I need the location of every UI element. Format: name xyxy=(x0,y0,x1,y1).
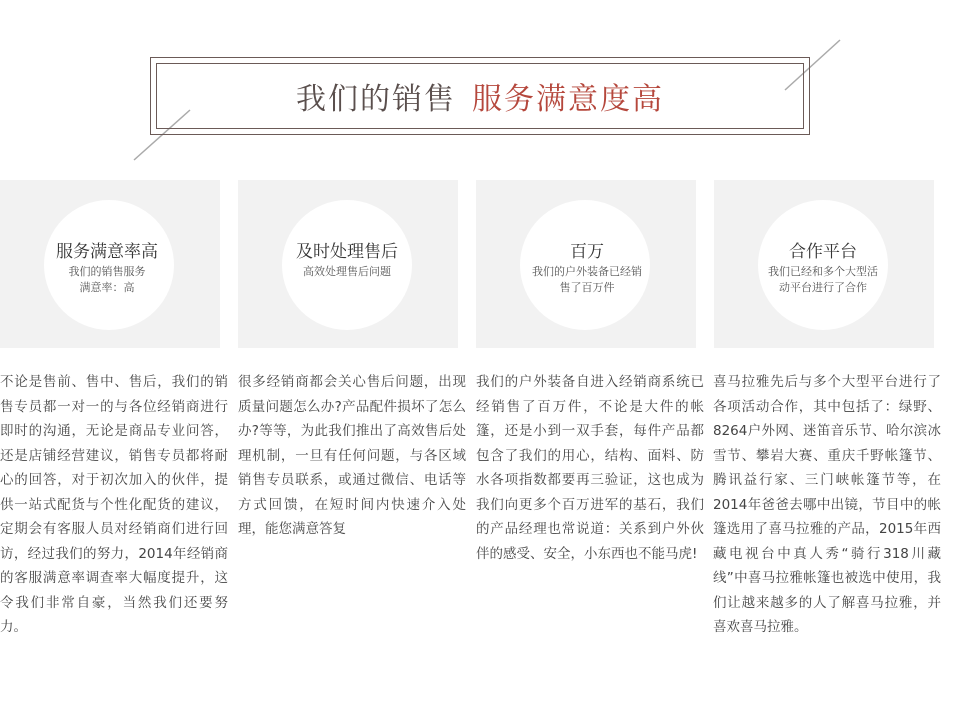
feature-card-million xyxy=(476,180,696,348)
card-subtitle-line1: 高效处理售后问题 xyxy=(303,265,391,278)
card-subtitle-line1: 我们的户外装备已经销 xyxy=(532,265,642,278)
title-part-1: 我们的销售 xyxy=(296,82,456,117)
card-title: 及时处理售后 xyxy=(296,242,398,262)
paragraph-aftersales: 很多经销商都会关心售后问题，出现质量问题怎么办?产品配件损坏了怎么办?等等，为此我们推出了高效售后处理机制，一旦有任何问题，与各区域销售专员联系，或通过微信、电话等方式回馈，在短时间内快速介入处理，能您满意答复 xyxy=(238,374,466,537)
card-title: 百万 xyxy=(570,242,604,262)
paragraph-million: 我们的户外装备自进入经销商系统已经销售了百万件，不论是大件的帐篷，还是小到一双手套，每件产品都包含了我们的用心，结构、面料、防水各项指数都要再三验证，这也成为我们向更多个百万进军的基石，我们的产品经理也常说道：关系到户外伙伴的感受、安全，小东西也不能马虎! xyxy=(476,374,704,562)
feature-card-satisfaction xyxy=(0,180,220,348)
title-part-2-highlight: 服务满意度高 xyxy=(472,82,664,117)
page-title xyxy=(156,63,804,129)
card-subtitle xyxy=(713,264,933,296)
card-subtitle-line1: 我们的销售服务 xyxy=(68,265,146,278)
card-subtitle xyxy=(0,264,217,296)
card-subtitle-line1: 我们已经和多个大型活 xyxy=(768,265,878,278)
feature-card-partners xyxy=(714,180,934,348)
card-subtitle xyxy=(237,264,457,280)
card-subtitle-line2: 动平台进行了合作 xyxy=(779,281,867,294)
card-title: 服务满意率高 xyxy=(56,242,158,262)
paragraph-satisfaction: 不论是售前、售中、售后，我们的销售专员都一对一的与各位经销商进行即时的沟通，无论是商品专业问答，还是店铺经营建议，销售专员都将耐心的回答，对于初次加入的伙伴，提供一站式配货与个性化配货的建议，定期会有客服人员对经销商们进行回访，经过我们的努力，2014年经销商的客服满意率调查率大幅度提升，这令我们非常自豪，当然我们还要努力。 xyxy=(0,374,228,635)
card-subtitle-line2: 满意率：高 xyxy=(79,281,135,294)
card-subtitle xyxy=(477,264,697,296)
card-subtitle-line2: 售了百万件 xyxy=(559,281,615,294)
card-title: 合作平台 xyxy=(789,242,857,262)
feature-card-aftersales xyxy=(238,180,458,348)
paragraph-partners: 喜马拉雅先后与多个大型平台进行了各项活动合作，其中包括了：绿野、8264户外网、迷笛音乐节、哈尔滨冰雪节、攀岩大赛、重庆千野帐篷节、腾讯益行家、三门峡帐篷节等，在2014年爸爸去哪中出镜，节目中的帐篷选用了喜马拉雅的产品，2015年西藏电视台中真人秀“骑行318川藏线”中喜马拉雅帐篷也被选中使用，我们让越来越多的人了解喜马拉雅，并喜欢喜马拉雅。 xyxy=(713,374,941,635)
